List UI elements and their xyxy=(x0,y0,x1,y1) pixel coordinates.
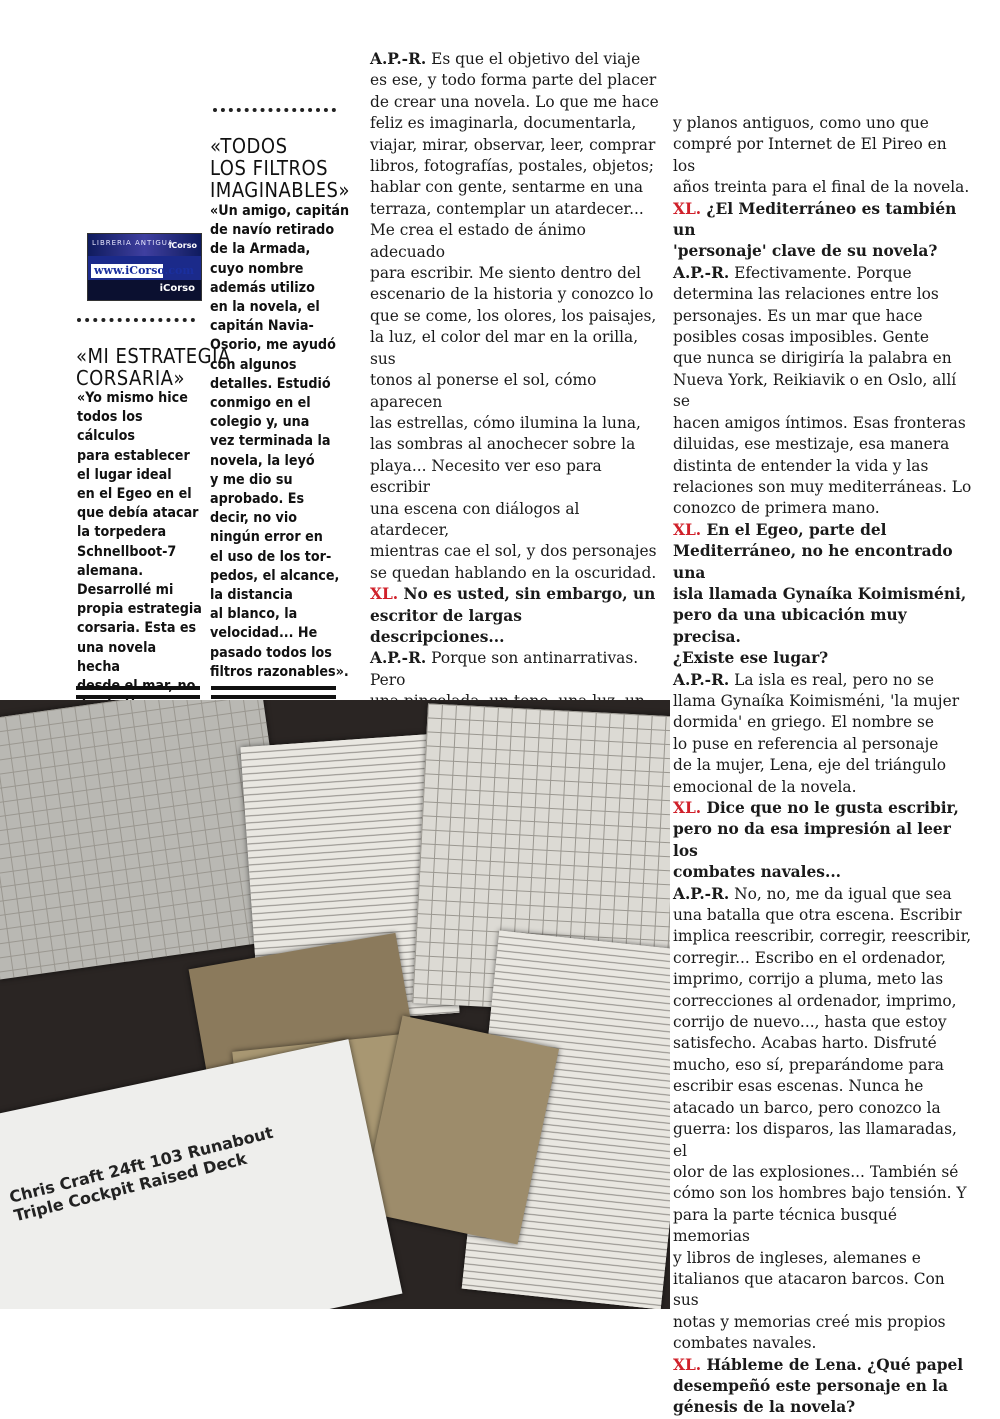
ad-url[interactable]: www.iCorso.com xyxy=(94,264,195,277)
question-label: XL. xyxy=(673,1355,702,1374)
separator-dots xyxy=(77,318,195,322)
answer-text: Porque son antinarrativas. Pero xyxy=(370,649,639,689)
answer-text: Efectivamente. Porque determina las relaciones entre los personajes. Es un mar que hace posibles cosas imposibles. Gente que nunca se dirigiría la palabra en Nueva York, Reikiavik o en Oslo, allí se hacen amigos íntimos. Esas fronteras diluidas, ese mestizaje, esa manera distinta de entender la vida y las relaciones son muy mediterráneas. Lo conozco de primera mano. xyxy=(673,263,972,518)
question-label: XL. xyxy=(673,520,702,539)
question-text: En el Egeo, parte del Mediterráneo, no he encontrado una isla llamada Gynaíka Koimisméni, pero da una ubicación muy precisa. ¿Existe ese lugar? xyxy=(673,520,967,668)
ad-logo: iCorso xyxy=(159,283,195,294)
speaker-label: A.P.-R. xyxy=(673,263,730,282)
question-text: No es usted, sin embargo, un escritor de largas descripciones... xyxy=(370,585,656,646)
sidebar-right-title: «TODOS LOS FILTROS IMAGINABLES» xyxy=(210,134,350,202)
separator-dots xyxy=(213,108,336,112)
answer-text: La isla es real, pero no se llama Gynaíka Koimisméni, 'la mujer dormida' en griego. El nombre se lo puse en referencia al personaje de la mujer, Lena, eje del triángulo emocional de la novela. xyxy=(673,670,960,796)
question-text: Hábleme de Lena. ¿Qué papel desempeñó este personaje en la génesis de la novela? xyxy=(673,1355,964,1417)
speaker-label: A.P.-R. xyxy=(370,50,427,68)
speaker-label: A.P.-R. xyxy=(673,670,730,689)
icorso-ad-banner[interactable] xyxy=(87,233,202,301)
question-text: ¿El Mediterráneo es también un 'personaje' clave de su novela? xyxy=(673,199,957,261)
question-label: XL. xyxy=(673,199,702,218)
sidebar-left-title: «MI ESTRATEGIA CORSARIA» xyxy=(76,344,231,390)
question-label: XL. xyxy=(673,799,702,817)
answer-text: y planos antiguos, como uno que compré por Internet de El Pireo en los años treinta para el final de la novela. xyxy=(673,114,970,197)
speaker-label: A.P.-R. xyxy=(370,649,427,668)
sidebar-right-body: «Un amigo, capitán de navío retirado de la Armada, cuyo nombre además utilizo en la novela, el capitán Navia- Osorio, me ayudó con algunos detalles. Estudió conmigo en el colegio y, una vez terminada la novela, la leyó y me dio su aprobado. Es decir, no vio ningún error en el uso de los tor- pedos, el alcance, la distancia al blanco, la velocidad... He pasado todos los filtros razonables». xyxy=(210,203,350,680)
ad-banner-text: LIBRERIA ANTIGUA xyxy=(92,239,174,247)
photo-document-caption: Chris Craft 24ft 103 Runabout Triple Cockpit Raised Deck xyxy=(7,1122,275,1226)
column-right xyxy=(673,113,973,1419)
ad-logo-top: iCorso xyxy=(168,241,197,250)
question-text: Dice que no le gusta escribir, pero no da esa impresión al leer los combates navales... xyxy=(673,799,959,882)
sidebar-left-body: «Yo mismo hice todos los cálculos para establecer el lugar ideal en el Egeo en el que debía atacar la torpedera Schnellboot-7 alemana. Desarrollé mi propia estrategia corsaria. Esta es una novela hecha xyxy=(77,390,202,675)
documents-photo xyxy=(0,700,670,1309)
answer-text: Es que el objetivo del viaje es ese, y todo forma parte del placer de crear una novela. Lo que me hace feliz es imaginarla, documentarla, viajar, mirar, observar, leer, comprar libros, fotografías, postales, objetos; hablar con gente, sentarme en una terraza, contemplar un atardecer... Me crea el estado de ánimo adecuado para escribir. Me siento dentro del escenario de la historia y conozco lo que se come, los olores, los paisajes, la luz, el color del mar en la orilla, sus tonos al ponerse el sol, cómo aparecen las estrellas, cómo ilumina la luna, las sombras al anochecer sobre la playa... Necesito ver eso para escribir una escena con diálogos al atardecer, mientras cae el sol, y dos personajes se quedan hablando en la oscuridad. xyxy=(370,50,659,582)
question-label: XL. xyxy=(370,585,399,604)
answer-text: No, no, me da igual que sea una batalla que otra escena. Escribir implica reescribir, corregir, reescribir, corregir... Escribo en el ordenador, imprimo, corrijo a pluma, meto las correcciones al ordenador, imprimo, corrijo de nuevo..., hasta que estoy satisfecho. Acabas harto. Disfruté mucho, eso sí, preparándome para escribir esas escenas. Nunca he atacado un barco, pero conozco la guerra: los disparos, las llamaradas, el olor de las explosiones... También sé cómo son los hombres bajo tensión. Y para la parte técnica busqué memorias y libros de ingleses, alemanes e italianos que atacaron barcos. Con sus notas y memorias creé mis propios combates navales. xyxy=(673,884,972,1353)
speaker-label: A.P.-R. xyxy=(673,884,730,903)
